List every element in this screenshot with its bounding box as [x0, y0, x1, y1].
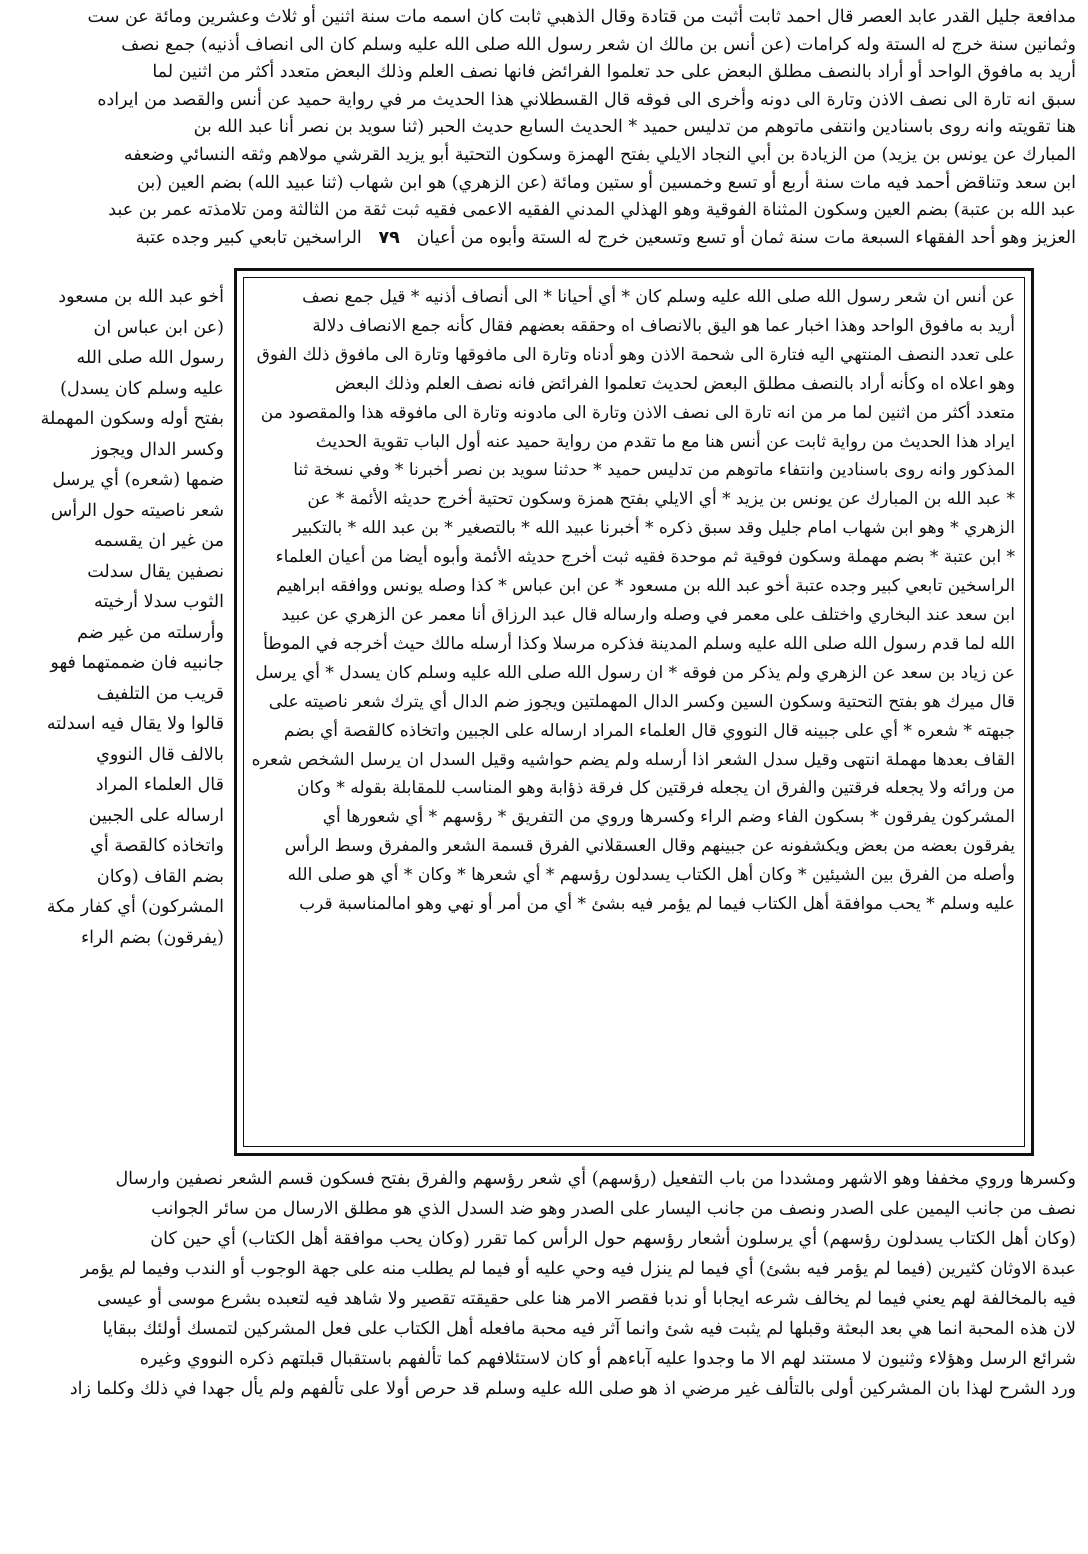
commentary-line: ابن سعد وتناقض أحمد فيه مات سنة أربع أو تسع وخمسين أو ستين ومائة (عن الزهري) هو ابن شهاب (ثنا عبيد الله) بضم العين (بن: [137, 172, 1076, 193]
side-line: قريب من التلفيف: [96, 683, 224, 704]
side-line: جانبيه فان ضممتهما فهو: [50, 653, 224, 673]
side-line: وكسر الدال ويجوز: [91, 439, 224, 460]
main-text-line: المذكور وانه روى باسنادين وانتفاء ماتوهم من تدليس حميد * حدثنا سويد بن نصر أخبرنا * وفي نسخة ثنا: [293, 460, 1015, 481]
commentary-line: لان هذه المحبة انما هي بعد البعثة وقبلها لم يثبت فيه شئ وانما آثر فيه محبة مافعله أهل الكتاب على فعل المشركين لتمسك أولئك ببقايا: [102, 1319, 1076, 1339]
commentary-fragment: العزيز وهو أحد الفقهاء السبعة مات سنة ثمان أو تسع وتسعين خرج له الستة وأبوه من أعيان: [416, 227, 1076, 248]
main-text-line: عن زياد بن سعد عن الزهري ولم يذكر من فوقه * ان رسول الله صلى الله عليه وسلم كان يسدل * أي يرسل: [255, 662, 1015, 683]
side-commentary: [6, 282, 224, 953]
main-text-line: عن أنس ان شعر رسول الله صلى الله عليه وسلم كان * أي أحيانا * الى أنصاف أذنيه * قيل جمع نصف: [302, 287, 1015, 307]
main-text-line: وأصله من الفرق بين الشيئين * وكان أهل الكتاب يسدلون رؤسهم * أي شعرها * وكان * أي هو صلى الله: [287, 865, 1015, 886]
side-line: بفتح أوله وسكون المهملة: [40, 409, 224, 429]
main-text-line: ابن سعد عند البخاري واختلف على معمر في وصله وارساله قال عبد الرزاق أنا معمر عن الزهري عن عبيد: [281, 604, 1015, 625]
main-text: [249, 283, 1015, 919]
main-text-line: جبهته * شعره * أي على جبينه قال النووي قال العلماء المراد ارساله على الجبين واتخاذه كالقصة أي بضم: [283, 720, 1015, 741]
commentary-line: فيه بالمخالفة لهم يعني فيما لم يخالف شرعه ايجابا أو ندبا فقصر الامر هنا على حقيقته تقصير ولا شاهد فيه لتعبده بشرع موسى أو عيسى: [97, 1289, 1076, 1309]
commentary-line: سبق انه تارة الى نصف الاذن وتارة الى دونه وأخرى الى فوقه قال القسطلاني هذا الحديث مر في رواية حميد عن أنس والقصد من ايراده: [97, 89, 1076, 110]
side-line: عليه وسلم كان يسدل): [60, 378, 224, 399]
commentary-line: وثمانين سنة خرج له الستة وله كرامات (عن أنس بن مالك ان شعر رسول الله صلى الله عليه وسلم كان الى انصاف أذنيه) جمع نصف: [121, 34, 1076, 55]
main-text-line: قال ميرك هو بفتح التحتية وسكون السين وكسر الدال المهملتين ويجوز ضم الدال أي يترك شعر ناصيته على: [268, 691, 1015, 712]
bottom-commentary: [14, 1164, 1076, 1404]
main-text-frame: [234, 268, 1034, 1156]
side-line: قالوا ولا يقال فيه اسدلته: [46, 714, 224, 734]
side-line: نصفين يقال سدلت: [87, 561, 224, 582]
commentary-line: عبدة الاوثان كثيرين (فيما لم يؤمر فيه بشئ) أي فيما لم ينزل فيه وحي عليه أو فيما لم يطلب منه على جهة الوجوب أو الندب وفيما لم يؤمر: [80, 1259, 1076, 1279]
commentary-line: المبارك عن يونس بن يزيد) من الزيادة بن أبي النجاد الايلي بفتح الهمزة وسكون التحتية أبو يزيد القرشي مولاهم وثقه النسائي وضعفه: [123, 144, 1076, 165]
side-line: من غير ان يقسمه: [93, 531, 224, 551]
side-line: ارساله على الجبين: [88, 805, 224, 826]
commentary-fragment-tail: الراسخين تابعي كبير وجده عتبة: [135, 227, 362, 248]
side-line: المشركون) أي كفار مكة: [46, 897, 224, 917]
main-text-line: من ورائه ولا يجعله فرقتين والفرق ان يجعله فرقتين كل فرقة ذؤابة وهو المناسب للمقابلة بقوله * وكان: [296, 778, 1015, 799]
commentary-line: هنا تقويته وانه روى باسنادين وانتفى ماتوهم من تدليس حميد * الحديث السابع حديث الحبر (ثنا سويد بن نصر أنا عبد الله بن: [193, 117, 1076, 138]
main-text-line: الراسخين تابعي كبير وجده عتبة أخو عبد الله بن مسعود * عن ابن عباس * كذا وصله يونس ووافقه ابراهيم: [276, 576, 1015, 597]
side-line: الثوب سدلا أرخيته: [93, 592, 224, 612]
main-text-line: أريد به مافوق الواحد وهذا اخبار عما هو اليق بالانصاف اه وحققه بعضهم فقال كأنه جمع الانصاف دلالة: [312, 315, 1015, 336]
side-line: (عن ابن عباس ان: [93, 317, 224, 338]
commentary-line: عبد الله بن عتبة) بضم العين وسكون المثناة الفوقية وهو الهذلي المدني الفقيه الاعمى فقيه ثبت ثقة من الثالثة ومن تلامذته عمر بن عبد: [108, 200, 1076, 221]
side-line: ضمها (شعره) أي يرسل: [52, 470, 224, 490]
side-line: وأرسلته من غير ضم: [77, 622, 224, 643]
side-line: بالالف قال النووي: [96, 744, 224, 765]
side-line: قال العلماء المراد: [95, 775, 224, 795]
side-line: واتخاذه كالقصة أي: [90, 836, 224, 856]
side-line: (يفرقون) بضم الراء: [80, 927, 224, 948]
commentary-line: مدافعة جليل القدر عابد العصر قال احمد ثابت أثبت من قتادة وقال الذهبي ثابت كان اسمه مات سنة اثنين أو ثلاث وعشرين ومائة عن ست: [87, 7, 1076, 27]
main-text-line: الزهري * وهو ابن شهاب امام جليل وقد سبق ذكره * أخبرنا عبيد الله * بالتصغير * بن عبد الله * بالتكبير: [292, 518, 1015, 539]
main-text-line: * عبد الله بن المبارك عن يونس بن يزيد * أي الايلي بفتح همزة وسكون تحتية أخرج حديثه الأئمة * عن: [307, 489, 1015, 510]
commentary-line: أريد به مافوق الواحد أو أراد بالنصف مطلق البعض على حد تعلموا الفرائض فانها نصف العلم وذلك البعض متعدد أكثر من اثنين لما: [152, 62, 1076, 83]
commentary-line: شرائع الرسل وهؤلاء وثنيون لا مستند لهم الا ما وجدوا عليه آباءهم أو كان لاستئلافهم كما تألفهم باستقبال قبلتهم ذكره النووي وغيره: [139, 1349, 1076, 1369]
page-number: ٧٩: [378, 227, 400, 248]
side-line: رسول الله صلى الله: [76, 348, 224, 368]
main-text-line: الله لما قدم رسول الله صلى الله عليه وسلم المدينة فذكره مرسلا وكذا أرسله مالك حيث أخرجه في الموطأ: [263, 633, 1015, 654]
main-text-line: متعدد أكثر من اثنين لما مر من انه تارة الى نصف الاذن وتارة الى مادونه وتارة الى مافوقه هذا والمقصود من: [260, 402, 1015, 423]
main-text-line: عليه وسلم * يحب موافقة أهل الكتاب فيما لم يؤمر فيه بشئ * أي من أمر أو نهي وهو امالمناسبة قرب: [299, 894, 1015, 915]
side-line: بضم القاف (وكان: [96, 866, 224, 887]
commentary-line-with-page-number: [14, 225, 1076, 253]
main-text-line: المشركون يفرقون * بسكون الفاء وضم الراء وكسرها وروي من التفريق * رؤسهم * أي شعورها أي: [322, 807, 1015, 828]
side-line: شعر ناصيته حول الرأس: [50, 500, 224, 521]
main-text-line: يفرقون بعضه من بعض ويكشفونه عن جبينهم وقال العسقلاني الفرق قسمة الشعر والمفرق وسط الرأس: [284, 836, 1015, 857]
commentary-line: (وكان أهل الكتاب يسدلون رؤسهم) أي يرسلون أشعار رؤسهم حول الرأس كما تقرر (وكان يحب موافقة أهل الكتاب) أي حين كان: [150, 1229, 1076, 1249]
commentary-line: ورد الشرح لهذا بان المشركين أولى بالتألف غير مرضي اذ هو صلى الله عليه وسلم قد حرص أولا على تألفهم ولم يأل جهدا في ذلك وكلما زاد: [69, 1379, 1076, 1399]
main-text-line: وهو اعلاه اه وكأنه أراد بالنصف مطلق البعض لحديث تعلموا الفرائض فانه نصف العلم وذلك البعض: [335, 373, 1015, 394]
commentary-line: وكسرها وروي مخففا وهو الاشهر ومشددا من باب التفعيل (رؤسهم) أي شعر رؤسهم والفرق بفتح فسكون قسم الشعر نصفين وارسال: [115, 1169, 1076, 1189]
main-text-line: القاف بعدها مهملة انتهى وقيل سدل الشعر اذا أرسله ولم يضم حواشيه وقيل السدل ان يرسل الشخص شعره: [251, 749, 1015, 770]
top-commentary: [14, 4, 1076, 252]
main-text-line: * ابن عتبة * بضم مهملة وسكون فوقية ثم موحدة فقيه ثبت أخرج حديثه الأئمة وأبوه أيضا من أعيان العلماء: [275, 547, 1015, 568]
commentary-line: نصف من جانب اليمين على الصدر ونصف من جانب اليسار على الصدر وهو ضد السدل الذي هو مطلق الارسال من سائر الجوانب: [151, 1199, 1076, 1219]
main-text-line: على تعدد النصف المنتهي اليه فتارة الى شحمة الاذن وهو أدناه وتارة الى مافوقها وتارة الى مافوق ذلك الفوق: [256, 344, 1015, 365]
side-line: أخو عبد الله بن مسعود: [58, 287, 224, 307]
main-text-line: ايراد هذا الحديث من رواية ثابت عن أنس هنا مع ما تقدم من رواية حميد عنه أول الباب تقوية الحديث: [315, 431, 1015, 452]
